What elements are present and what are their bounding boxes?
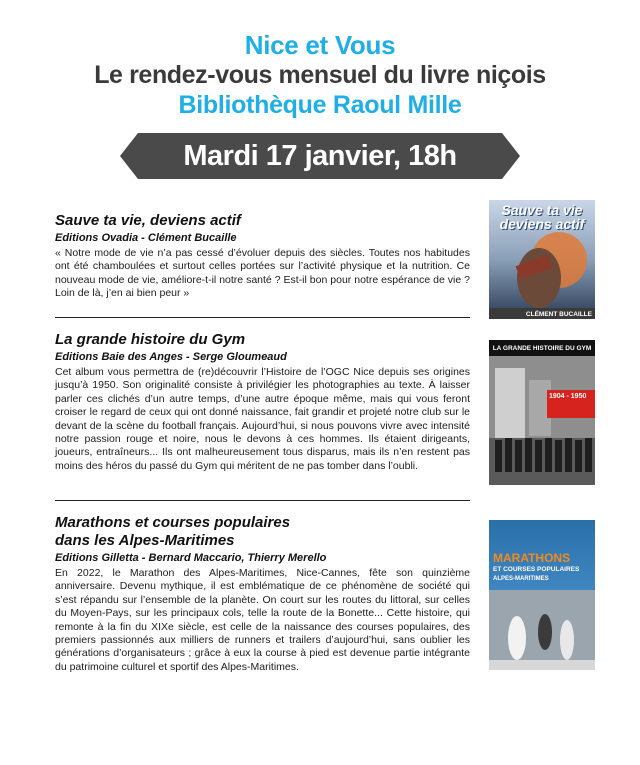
book-cover-1 — [489, 200, 595, 319]
cover-title: MARATHONS — [493, 551, 571, 565]
book-entry-2 — [55, 331, 470, 473]
event-date: Mardi 17 janvier, 18h — [183, 140, 457, 172]
book-title-line1: Marathons et courses populaires — [55, 514, 291, 531]
book-cover-3 — [489, 520, 595, 670]
venue-name: Bibliothèque Raoul Mille — [178, 91, 462, 119]
book-publisher: Editions Gilletta - Bernard Maccario, Thierry Merello — [55, 552, 327, 564]
book-entry-1 — [55, 212, 470, 301]
book-description: Cet album vous permettra de (re)découvrir l’Histoire de l’OGC Nice depuis ses origines jusqu’à 1950. Son originalité consiste à privilégier les photographies au texte. À laisser parler ces clichés d’un autre temps, d’une autre époque même, mais qui vous feront croiser le regard de ceux qui ont donné naissance, fait grandir et projeté notre club sur le devant de la scène du football français. Aujourd’hui, si nous pouvons vivre avec intensité notre passion rouge et noire, nous le devons à ces hommes. Ils étaient dirigeants, joueurs, entraîneurs... Ils ont malheureusement tous disparus, mais ils n’en restent pas moins des héros du passé du Gym qui méritent de ne pas tomber dans l’oubli. — [55, 366, 470, 472]
cover-title-line2: deviens actif — [499, 216, 585, 232]
book-description: « Notre mode de vie n’a pas cessé d’évoluer depuis des siècles. Toutes nos habitudes ont été chamboulées et surtout celles portées sur l’activité physique et la nutrition. Ce nouveau mode de vie, améliore-t-il notre santé ? Est-il bon pour notre espérance de vie ? Loin de là, j’en ai bien peur » — [55, 247, 470, 300]
cover-years: 1904 - 1950 — [549, 393, 587, 400]
divider — [55, 317, 470, 318]
book-title-line2: dans les Alpes-Maritimes — [55, 532, 235, 549]
book-title: Sauve ta vie, deviens actif — [55, 212, 241, 229]
cover-subtitle: ET COURSES POPULAIRES — [493, 566, 580, 573]
cover-title-line1: Sauve ta vie — [501, 202, 583, 218]
book-cover-2 — [489, 340, 595, 485]
event-subtitle: Le rendez-vous mensuel du livre niçois — [94, 61, 546, 89]
cover-author: CLÉMENT BUCAILLE — [525, 311, 592, 318]
cover-region: ALPES-MARITIMES — [493, 576, 549, 582]
page-header — [0, 30, 640, 120]
event-series-title: Nice et Vous — [244, 30, 396, 60]
book-publisher: Editions Baie des Anges - Serge Gloumeaud — [55, 351, 287, 363]
book-entry-3 — [55, 514, 470, 674]
divider — [55, 500, 470, 501]
date-banner — [138, 133, 502, 179]
book-title: La grande histoire du Gym — [55, 331, 246, 348]
cover-title: LA GRANDE HISTOIRE DU GYM — [492, 345, 592, 352]
book-description: En 2022, le Marathon des Alpes-Maritimes, Nice-Cannes, fête son quinzième anniversaire. Devenu mythique, il est emblématique de ce phénomène de société qui s’est répandu sur l’ensemble de la planète. On court sur les routes du littoral, sur celles du Moyen-Pays, sur les principaux cols, telle la route de la Bonette... Cette histoire, qui remonte à la fin du XIXe siècle, est celle de la naissance des courses populaires, des premiers passionnés aux milliers de runners et trailers d’aujourd’hui, sans oublier les générations d’organisateurs ; grâce à eux la course à pied est devenue partie intégrante du patrimoine culturel et sportif des Alpes-Maritimes. — [55, 567, 470, 673]
book-publisher: Editions Ovadia - Clément Bucaille — [55, 232, 237, 244]
